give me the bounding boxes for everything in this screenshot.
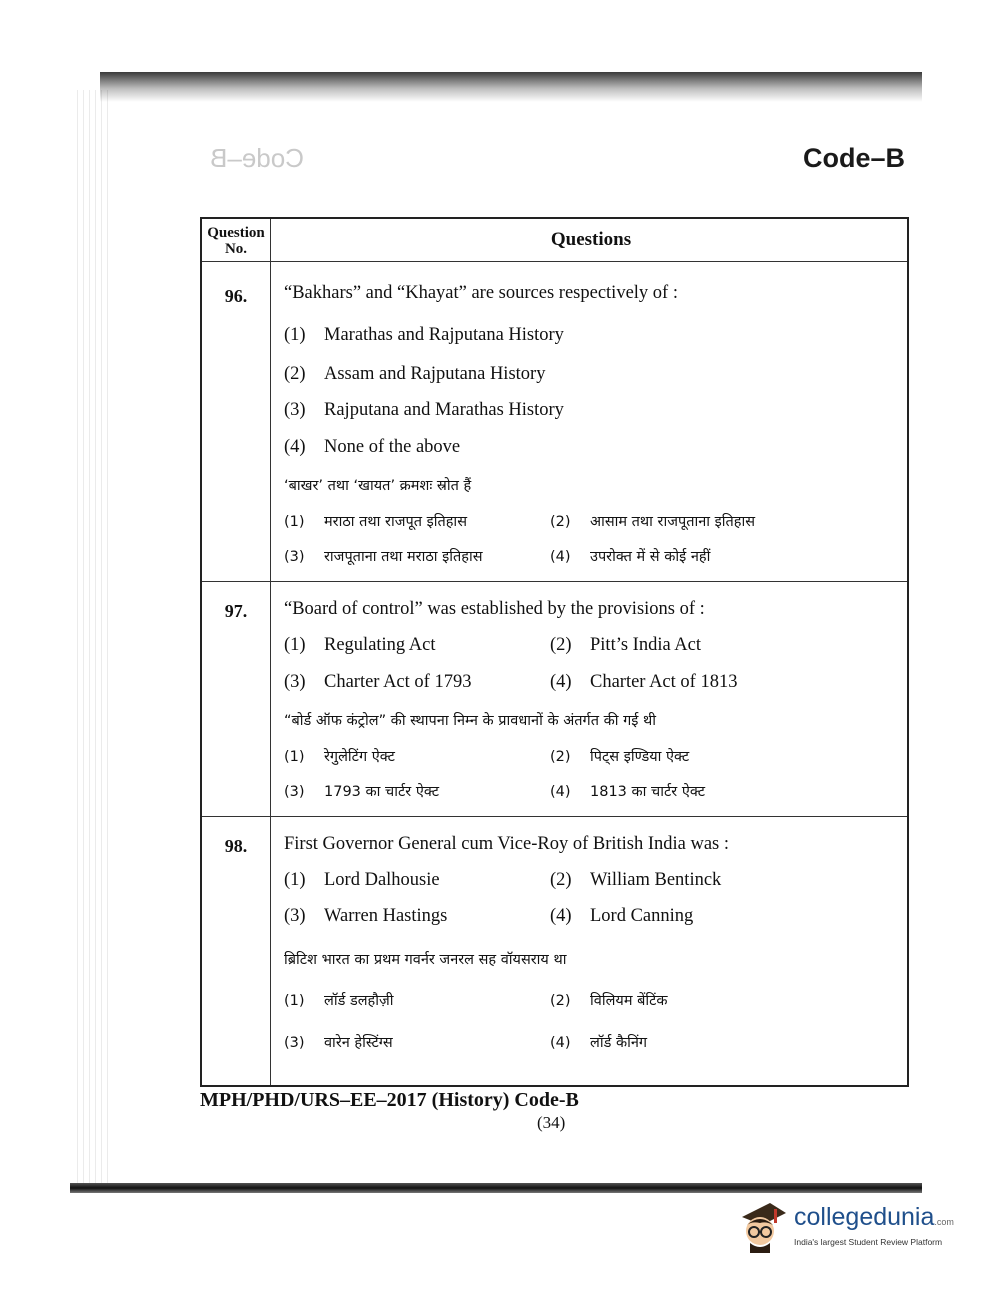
question-number: 97. — [224, 601, 248, 621]
column-divider — [270, 219, 271, 1085]
option-hi: (2) पिट्स इण्डिया ऐक्ट — [550, 749, 690, 765]
mascot-icon — [736, 1197, 792, 1253]
option-hi: (4) उपरोक्त में से कोई नहीं — [550, 549, 711, 565]
option-en: (4) Lord Canning — [550, 906, 694, 926]
header-divider — [202, 261, 907, 262]
option-en: (3) Rajputana and Marathas History — [284, 400, 564, 420]
scan-shadow-bottom — [70, 1183, 922, 1193]
option-hi: (1) मराठा तथा राजपूत इतिहास — [284, 514, 467, 530]
exam-footer: MPH/PHD/URS–EE–2017 (History) Code-B — [200, 1089, 579, 1111]
column-header-question-no: Question No. — [207, 225, 265, 257]
option-hi: (2) आसाम तथा राजपूताना इतिहास — [550, 514, 756, 530]
option-hi: (4) लॉर्ड कैनिंग — [550, 1035, 648, 1051]
option-en: (2) William Bentinck — [550, 870, 722, 890]
option-hi: (3) राजपूताना तथा मराठा इतिहास — [284, 549, 483, 565]
question-number: 96. — [224, 286, 248, 306]
option-en: (2) Assam and Rajputana History — [284, 364, 546, 384]
question-text-en: “Board of control” was established by the provisions of : — [284, 599, 705, 619]
paper-code: Code–B — [802, 143, 905, 173]
option-en: (1) Lord Dalhousie — [284, 870, 440, 890]
question-table — [200, 217, 909, 1087]
row-divider — [202, 816, 907, 817]
option-en: (1) Marathas and Rajputana History — [284, 325, 564, 345]
question-text-en: First Governor General cum Vice-Roy of British India was : — [284, 834, 730, 854]
question-text-hi: ब्रिटिश भारत का प्रथम गवर्नर जनरल सह वॉयसराय था — [284, 952, 567, 968]
question-text-hi: “बोर्ड ऑफ कंट्रोल” की स्थापना निम्न के प्रावधानों के अंतर्गत की गई थी — [284, 713, 656, 729]
option-hi: (3) 1793 का चार्टर ऐक्ट — [284, 784, 440, 800]
brand-tagline: India's largest Student Review Platform — [794, 1237, 943, 1247]
option-hi: (3) वारेन हेस्टिंग्स — [284, 1035, 393, 1051]
bleed-through-code: Code–B — [210, 143, 304, 173]
question-number: 98. — [224, 836, 248, 856]
option-en: (4) None of the above — [284, 437, 461, 457]
scan-page-edges — [72, 90, 112, 1190]
option-en: (3) Warren Hastings — [284, 906, 448, 926]
option-en: (2) Pitt’s India Act — [550, 635, 701, 655]
question-text-en: “Bakhars” and “Khayat” are sources respectively of : — [284, 283, 678, 303]
option-hi: (4) 1813 का चार्टर ऐक्ट — [550, 784, 706, 800]
brand-name: collegedunia — [794, 1203, 935, 1231]
collegedunia-logo — [736, 1197, 958, 1255]
column-header-questions: Questions — [550, 229, 632, 250]
option-en: (4) Charter Act of 1813 — [550, 672, 738, 692]
option-en: (1) Regulating Act — [284, 635, 436, 655]
row-divider — [202, 581, 907, 582]
option-hi: (2) विलियम बेंटिंक — [550, 993, 668, 1009]
option-en: (3) Charter Act of 1793 — [284, 672, 472, 692]
page-number: (34) — [537, 1113, 566, 1132]
brand-suffix: .com — [934, 1217, 954, 1227]
option-hi: (1) रेगुलेटिंग ऐक्ट — [284, 749, 395, 765]
question-text-hi: ‘बाखर’ तथा ‘खायत’ क्रमशः स्रोत हैं — [284, 478, 472, 494]
option-hi: (1) लॉर्ड डलहौज़ी — [284, 993, 394, 1009]
scan-shadow-top — [100, 72, 922, 102]
